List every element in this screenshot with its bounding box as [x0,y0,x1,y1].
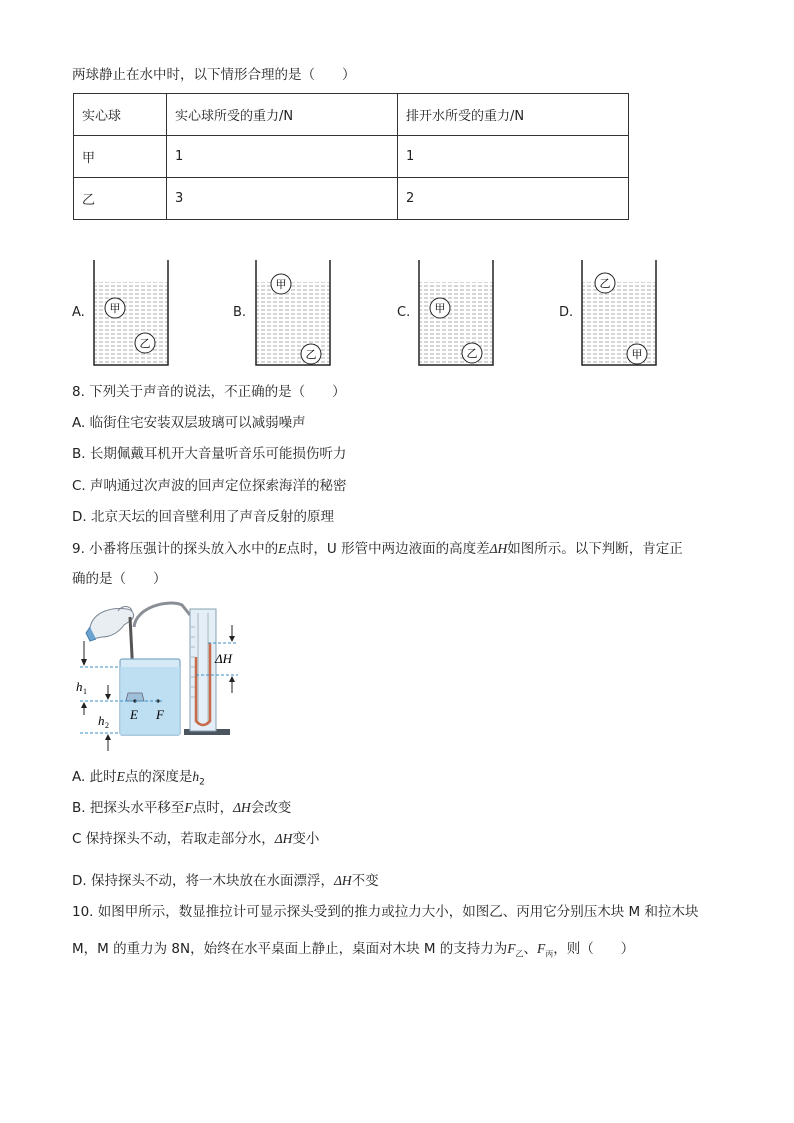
q8-option-b: B. 长期佩戴耳机开大音量听音乐可能损伤听力 [72,446,347,462]
q9-pressure-gauge-figure [72,597,252,757]
q9-option-text: 点时， [192,800,234,816]
option-c-label: C. [397,305,411,320]
ball-label: 甲 [275,278,287,291]
q9-stem-line1 [72,540,683,558]
q10-text: ，则（ ） [553,941,635,957]
table-header-cell: 实心球所受的重力/N [167,94,398,136]
q8-option-c: C. 声呐通过次声波的回声定位探索海洋的秘密 [72,478,347,494]
table-row [74,178,629,220]
q10-sub: 乙 [515,949,524,959]
q9-option-var: ΔH [333,873,352,888]
q8-stem: 8. 下列关于声音的说法，不正确的是（ ） [72,384,346,400]
q9-option-text: B. 把探头水平移至 [72,800,185,816]
ball-label: 乙 [139,337,151,350]
table-row [74,136,629,178]
table-cell: 3 [167,178,398,220]
option-d-beaker [581,260,657,366]
q10-sub: 丙 [545,949,554,959]
q9-option-var: h [192,769,200,784]
ball-label: 乙 [599,277,611,290]
option-b-beaker [255,260,331,366]
option-a-beaker [93,260,169,366]
q9-option-a [72,768,205,792]
q7-data-table [73,93,629,220]
q9-option-text: C 保持探头不动，若取走部分水， [72,831,275,847]
q10-var: F [507,941,516,956]
q9-option-var: ΔH [274,831,293,846]
hand-icon [86,607,134,642]
h2-subscript: 2 [105,721,109,730]
table-cell: 1 [398,136,629,178]
q9-stem-dh: ΔH [489,541,508,556]
option-a-label: A. [72,305,85,320]
table-cell: 甲 [74,136,167,178]
q10-stem-line2 [72,940,634,964]
q9-option-var: ΔH [233,800,251,815]
q9-stem-line2: 确的是（ ） [72,571,167,587]
q9-stem-e: E [278,541,287,556]
h2-label: h [98,713,105,728]
q9-option-sub: 2 [199,777,205,788]
q7-intro: 两球静止在水中时，以下情形合理的是（ ） [72,67,356,83]
q9-option-d [72,872,379,890]
table-header-row [74,94,629,136]
point-f-label: F [156,707,164,722]
table-cell: 乙 [74,178,167,220]
option-c-beaker [418,260,494,366]
option-b-label: B. [233,305,247,320]
ball-label: 甲 [434,302,446,315]
table-header-cell: 实心球 [74,94,167,136]
q9-option-text: D. 保持探头不动，将一木块放在水面漂浮， [72,873,334,889]
q9-option-text: 不变 [351,873,379,889]
table-cell: 1 [167,136,398,178]
option-d-label: D. [559,305,574,320]
table-header-cell: 排开水所受的重力/N [398,94,629,136]
q10-stem-line1: 10. 如图甲所示，数显推拉计可显示探头受到的推力或拉力大小，如图乙、丙用它分别压木块 M 和拉木块 [72,904,699,920]
q8-option-d: D. 北京天坛的回音壁利用了声音反射的原理 [72,509,334,525]
q9-option-var: E [116,769,125,784]
ball-label: 乙 [466,347,478,360]
q9-option-b [72,799,291,817]
h1-subscript: 1 [83,687,87,696]
q9-option-text: 点的深度是 [124,769,193,785]
point-e-label: E [130,707,138,722]
q9-option-text: A. 此时 [72,769,117,785]
delta-h-label: ΔH [215,651,233,666]
q9-stem-text: 点时，U 形管中两边液面的高度差 [286,541,490,557]
q10-var: F [537,941,546,956]
q10-text: M，M 的重力为 8N，始终在水平桌面上静止，桌面对木块 M 的支持力为 [72,941,508,957]
q9-stem-text: 9. 小番将压强计的探头放入水中的 [72,541,279,557]
ball-label: 甲 [631,348,643,361]
q10-text: 、 [523,941,538,957]
q9-option-text: 会改变 [250,800,292,816]
q9-stem-text: 如图所示。以下判断，肯定正 [507,541,683,557]
q8-option-a: A. 临街住宅安装双层玻璃可以减弱噪声 [72,415,306,431]
q9-option-var: F [184,800,193,815]
table-cell: 2 [398,178,629,220]
h1-label: h [76,679,83,694]
ball-label: 乙 [305,348,317,361]
q9-option-text: 变小 [292,831,320,847]
q9-option-c [72,830,319,848]
ball-label: 甲 [109,302,121,315]
